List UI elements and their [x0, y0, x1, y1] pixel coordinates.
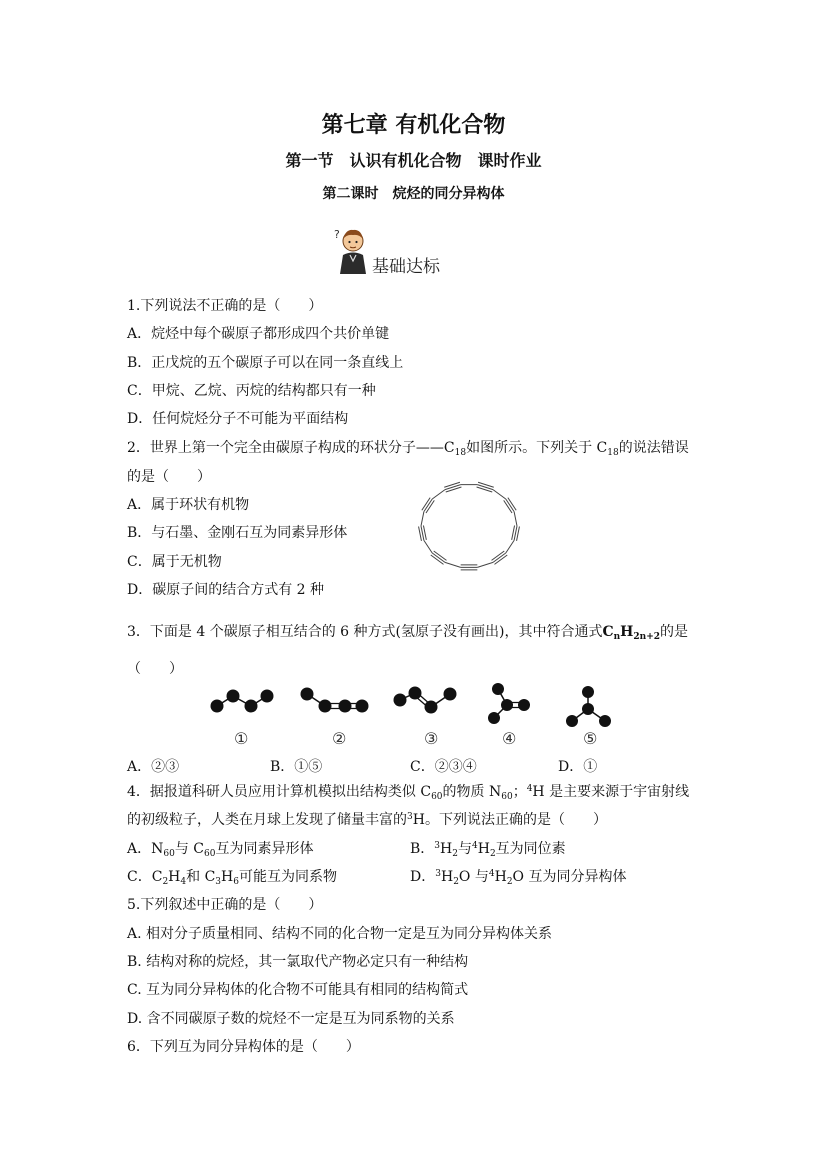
molecule-label-5: ⑤	[583, 729, 598, 748]
ring-bond	[445, 562, 461, 567]
section-title: 第一节 认识有机化合物 课时作业	[285, 151, 542, 170]
ring-bond	[477, 485, 493, 490]
q1-option-d: D．任何烷烃分子不可能为平面结构	[127, 411, 349, 427]
q4-option-d: D．$^3H_2O$ 与$^4H_2O$ 互为同分异构体	[410, 869, 627, 887]
q4-stem-line2: 的初级粒子，人类在月球上发现了储量丰富的$^3$H。下列说法正确的是（ ）	[127, 812, 607, 828]
ring-bond	[446, 487, 462, 492]
q4-stem: 4．据报道科研人员应用计算机模拟出结构类似 $C_{60}$的物质 $N_{60}$；$^4$H 是主要来源于宇宙射线	[127, 784, 690, 802]
ring-bond	[432, 490, 445, 499]
ring-bond	[514, 512, 517, 526]
ring-bond	[514, 526, 517, 540]
ring-bond	[424, 540, 432, 553]
ring-bond	[477, 562, 493, 567]
q3-stem: 3．下面是 4 个碳原子相互结合的 6 种方式(氢原子没有画出)，其中符合通式$C_nH_{2n+2}$的是	[127, 624, 688, 642]
q1-option-a: A．烷烃中每个碳原子都形成四个共价单键	[127, 326, 390, 342]
q2-stem-line2: 的是（ ）	[127, 469, 211, 485]
ring-bond	[517, 526, 520, 540]
ring-bond	[512, 526, 515, 540]
molecule-5	[560, 683, 620, 733]
chapter-title: 第七章 有机化合物	[321, 112, 506, 138]
svg-text:?: ?	[334, 228, 340, 241]
molecule-4	[480, 680, 535, 728]
q1-option-c: C．甲烷、乙烷、丙烷的结构都只有一种	[127, 383, 376, 399]
ring-bond	[423, 526, 426, 540]
q3-option-d: D．①	[558, 759, 598, 775]
molecule-label-2: ②	[332, 729, 347, 748]
q5-option-d: D. 含不同碳原子数的烷烃不一定是互为同系物的关系	[127, 1011, 455, 1027]
q5-option-c: C. 互为同分异构体的化合物不可能具有相同的结构简式	[127, 982, 469, 998]
q1-option-b: B．正戊烷的五个碳原子可以在同一条直线上	[127, 355, 404, 371]
q4-option-a: A．$N_{60}$与 $C_{60}$互为同素异形体	[127, 841, 314, 859]
molecule-label-4: ④	[502, 729, 517, 748]
q4-option-b: B．$^3H_2$与$^4H_2$互为同位素	[410, 841, 566, 859]
c18-ring-diagram	[413, 476, 525, 576]
molecule-1	[205, 684, 280, 720]
general-formula: $C_nH_{2n+2}$	[602, 624, 660, 642]
ring-bond	[445, 485, 461, 490]
q2-option-c: C．属于无机物	[127, 554, 222, 570]
molecule-label-1: ①	[234, 729, 249, 748]
molecule-3	[390, 682, 465, 720]
ring-bond	[421, 512, 424, 526]
q5-option-a: A. 相对分子质量相同、结构不同的化合物一定是互为同分异构体关系	[127, 926, 553, 942]
badge-label: 基础达标	[372, 257, 440, 277]
q3-option-a: A．②③	[127, 759, 180, 775]
q6-stem: 6．下列互为同分异构体的是（ ）	[127, 1039, 360, 1055]
molecule-label-3: ③	[424, 729, 439, 748]
ring-bond	[506, 540, 514, 553]
section-badge	[332, 226, 462, 276]
q3-option-c: C．②③④	[410, 759, 477, 775]
q2-option-b: B．与石墨、金刚石互为同素异形体	[127, 525, 348, 541]
q5-stem: 5.下列叙述中正确的是（ ）	[127, 897, 323, 913]
ring-bond	[477, 487, 493, 492]
ring-bond	[419, 526, 422, 540]
molecule-2	[295, 682, 375, 718]
q4-option-c: C．$C_2H_4$和 $C_3H_6$可能互为同系物	[127, 869, 337, 887]
q2-option-a: A．属于环状有机物	[127, 497, 250, 513]
q2-option-d: D．碳原子间的结合方式有 2 种	[127, 582, 325, 598]
ring-bond	[493, 490, 506, 499]
lesson-title: 第二课时 烷烃的同分异构体	[322, 186, 505, 202]
q5-option-b: B. 结构对称的烷烃，其一氯取代产物必定只有一种结构	[127, 954, 469, 970]
q3-stem-line2: （ ）	[127, 661, 183, 677]
q3-option-b: B．①⑤	[270, 759, 323, 775]
q1-stem: 1.下列说法不正确的是（ ）	[127, 298, 323, 314]
ring-bond	[421, 526, 424, 540]
q2-stem: 2．世界上第一个完全由碳原子构成的环状分子$——C_{18}$如图所示。下列关于 $C_{18}$的说法错误	[127, 440, 689, 458]
thinking-student-icon	[332, 226, 372, 274]
ring-bond	[444, 482, 460, 487]
ring-bond	[478, 482, 494, 487]
